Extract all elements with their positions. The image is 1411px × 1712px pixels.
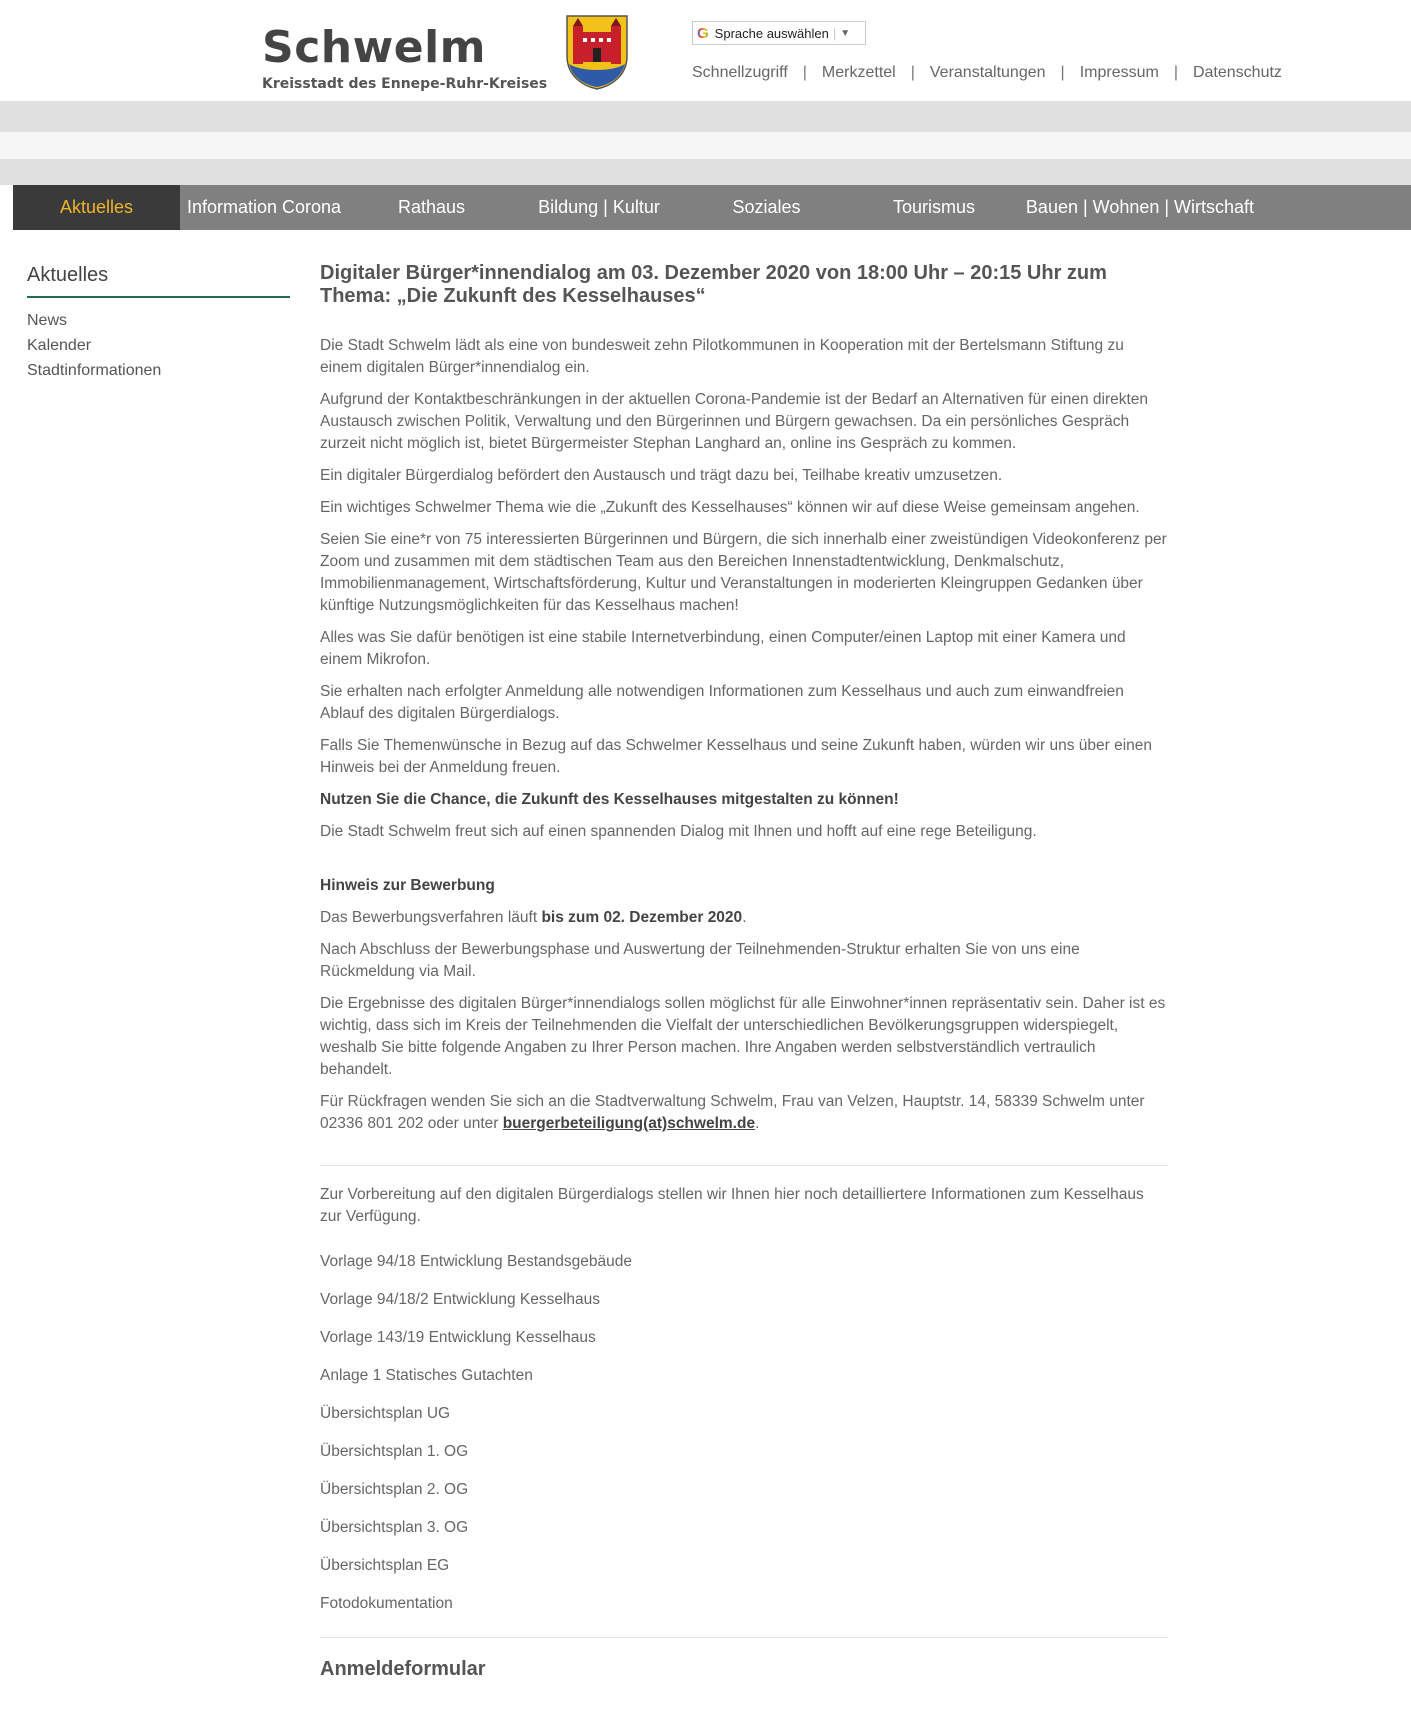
- contact-paragraph: [320, 1091, 1168, 1135]
- top-links: [692, 64, 1282, 82]
- main-nav: [13, 185, 1411, 230]
- section-divider: [320, 1637, 1168, 1638]
- hint-paragraph: Die Ergebnisse des digitalen Bürger*innendialogs sollen möglichst für alle Einwohner*innen repräsentativ sein. Daher ist es wichtig, dass sich im Kreis der Teilnehmenden die Vielfalt der unterschiedlichen Bevölkerungsgruppen widerspiegelt, weshalb Sie bitte folgende Angaben zu Ihrer Person machen. Ihre Angaben werden selbstverständlich vertraulich behandelt.: [320, 995, 1166, 1078]
- download-link[interactable]: Anlage 1 Statisches Gutachten: [320, 1367, 533, 1384]
- nav-item-information-corona[interactable]: Information Corona: [186, 197, 342, 217]
- top-link-merkzettel[interactable]: Merkzettel: [821, 64, 896, 81]
- nav-item-tourismus[interactable]: Tourismus: [892, 197, 976, 217]
- sidebar-item-kalender[interactable]: Kalender: [27, 337, 92, 354]
- article-paragraph: Ein digitaler Bürgerdialog befördert den Austausch und trägt dazu bei, Teilhabe kreativ umzusetzen.: [320, 467, 1003, 484]
- article-paragraph: Falls Sie Themenwünsche in Bezug auf das Schwelmer Kesselhaus und seine Zukunft haben, würden wir uns über einen Hinweis bei der Anmeldung freuen.: [320, 737, 1153, 776]
- download-link[interactable]: Übersichtsplan 1. OG: [320, 1443, 469, 1460]
- download-link[interactable]: Übersichtsplan UG: [320, 1405, 451, 1422]
- sidebar-item-stadtinformationen[interactable]: Stadtinformationen: [27, 362, 162, 379]
- download-link[interactable]: Fotodokumentation: [320, 1595, 453, 1612]
- brand-subtitle: Kreisstadt des Ennepe-Ruhr-Kreises: [262, 76, 548, 92]
- prep-text: Zur Vorbereitung auf den digitalen Bürgerdialogs stellen wir Ihnen hier noch detailliertere Informationen zum Kesselhaus zur Verfügung.: [320, 1186, 1144, 1225]
- download-link[interactable]: Übersichtsplan EG: [320, 1557, 450, 1574]
- hint-paragraph: Nach Abschluss der Bewerbungsphase und Auswertung der Teilnehmenden-Struktur erhalten Sie von uns eine Rückmeldung via Mail.: [320, 941, 1080, 980]
- article-paragraph: Seien Sie eine*r von 75 interessierten Bürgerinnen und Bürgern, die sich innerhalb einer zweistündigen Videokonferenz per Zoom und zusammen mit dem städtischen Team aus den Bereichen Innenstadtentwicklung, Denkmalschutz, Immobilienmanagement, Wirtschaftsförderung, Kultur und Veranstaltungen in moderierten Kleingruppen Gedanken über künftige Nutzungsmöglichkeiten für das Kesselhaus machen!: [320, 531, 1167, 614]
- coat-of-arms-icon: [563, 12, 631, 90]
- top-link-veranstaltungen[interactable]: Veranstaltungen: [929, 64, 1046, 81]
- download-link[interactable]: Übersichtsplan 2. OG: [320, 1481, 469, 1498]
- top-link-schnellzugriff[interactable]: Schnellzugriff: [692, 64, 788, 81]
- article-paragraph: Aufgrund der Kontaktbeschränkungen in der aktuellen Corona-Pandemie ist der Bedarf an Alternativen für einen direkten Austausch zwischen Politik, Verwaltung und den Bürgerinnen und Bürgern gewachsen. Da ein persönliches Gespräch zurzeit nicht möglich ist, bietet Bürgermeister Stephan Langhard an, online ins Gespräch zu kommen.: [320, 391, 1149, 452]
- top-link-divider: |: [802, 64, 807, 81]
- hint-deadline-suffix: .: [742, 909, 747, 926]
- header-band: [0, 101, 1411, 132]
- contact-text: Für Rückfragen wenden Sie sich an die Stadtverwaltung Schwelm, Frau van Velzen, Hauptstr. 14, 58339 Schwelm unter 02336 801 202 oder unter: [320, 1093, 1145, 1132]
- article-paragraph: Die Stadt Schwelm freut sich auf einen spannenden Dialog mit Ihnen und hofft auf eine rege Beteiligung.: [320, 823, 1037, 840]
- download-link[interactable]: Übersichtsplan 3. OG: [320, 1519, 469, 1536]
- sidebar-divider: [27, 296, 290, 298]
- nav-item-soziales[interactable]: Soziales: [732, 197, 801, 217]
- article-paragraph: Alles was Sie dafür benötigen ist eine stabile Internetverbindung, einen Computer/einen Laptop mit einer Kamera und einem Mikrofon.: [320, 629, 1126, 668]
- top-link-impressum[interactable]: Impressum: [1079, 64, 1159, 81]
- hint-title: Hinweis zur Bewerbung: [320, 877, 495, 894]
- sidebar-menu: [27, 308, 161, 383]
- top-link-divider: |: [910, 64, 915, 81]
- nav-item-bauen-wohnen-wirtschaft[interactable]: Bauen | Wohnen | Wirtschaft: [1025, 197, 1255, 217]
- nav-item-rathaus[interactable]: Rathaus: [397, 197, 466, 217]
- top-link-divider: |: [1060, 64, 1065, 81]
- sidebar-title: Aktuelles: [27, 264, 109, 286]
- hint-deadline: [320, 907, 1168, 929]
- nav-item-aktuelles[interactable]: Aktuelles: [13, 185, 180, 230]
- hint-deadline-date: bis zum 02. Dezember 2020: [541, 909, 743, 926]
- article-title: Digitaler Bürger*innendialog am 03. Dezember 2020 von 18:00 Uhr – 20:15 Uhr zum Thema: „Die Zukunft des Kesselhauses“: [320, 262, 1107, 307]
- top-link-datenschutz[interactable]: Datenschutz: [1192, 64, 1282, 81]
- article-paragraph: Sie erhalten nach erfolgter Anmeldung alle notwendigen Informationen zum Kesselhaus und auch zum einwandfreien Ablauf des digitalen Bürgerdialogs.: [320, 683, 1124, 722]
- download-link[interactable]: Vorlage 143/19 Entwicklung Kesselhaus: [320, 1329, 596, 1346]
- article-callout: Nutzen Sie die Chance, die Zukunft des Kesselhauses mitgestalten zu können!: [320, 791, 899, 808]
- language-select[interactable]: [692, 21, 866, 45]
- sidebar-item-news[interactable]: News: [27, 312, 68, 329]
- hint-deadline-prefix: Das Bewerbungsverfahren läuft: [320, 909, 542, 926]
- download-link[interactable]: Vorlage 94/18/2 Entwicklung Kesselhaus: [320, 1291, 601, 1308]
- header-band: [0, 159, 1411, 185]
- article-paragraph: Die Stadt Schwelm lädt als eine von bundesweit zehn Pilotkommunen in Kooperation mit der Bertelsmann Stiftung zu einem digitalen Bürger*innendialog ein.: [320, 337, 1124, 376]
- contact-suffix: .: [755, 1115, 760, 1132]
- header-band: [0, 132, 1411, 159]
- language-select-label: Sprache auswählen: [714, 25, 829, 41]
- article-paragraph: Ein wichtiges Schwelmer Thema wie die „Zukunft des Kesselhauses“ können wir auf diese Weise gemeinsam angehen.: [320, 499, 1140, 516]
- google-icon: G: [697, 24, 709, 42]
- nav-item-bildung-kultur[interactable]: Bildung | Kultur: [538, 197, 660, 217]
- top-link-divider: |: [1173, 64, 1178, 81]
- download-link[interactable]: Vorlage 94/18 Entwicklung Bestandsgebäude: [320, 1253, 632, 1270]
- download-list: [320, 1251, 1168, 1615]
- contact-email-link[interactable]: buergerbeteiligung(at)schwelm.de: [502, 1115, 756, 1132]
- form-title: Anmeldeformular: [320, 1658, 486, 1680]
- site-logo[interactable]: [262, 22, 547, 92]
- language-select-divider: |: [832, 25, 837, 41]
- section-divider: [320, 1165, 1168, 1166]
- chevron-down-icon: ▼: [840, 27, 851, 39]
- brand-title: Schwelm: [262, 22, 487, 73]
- article: [320, 262, 1168, 1681]
